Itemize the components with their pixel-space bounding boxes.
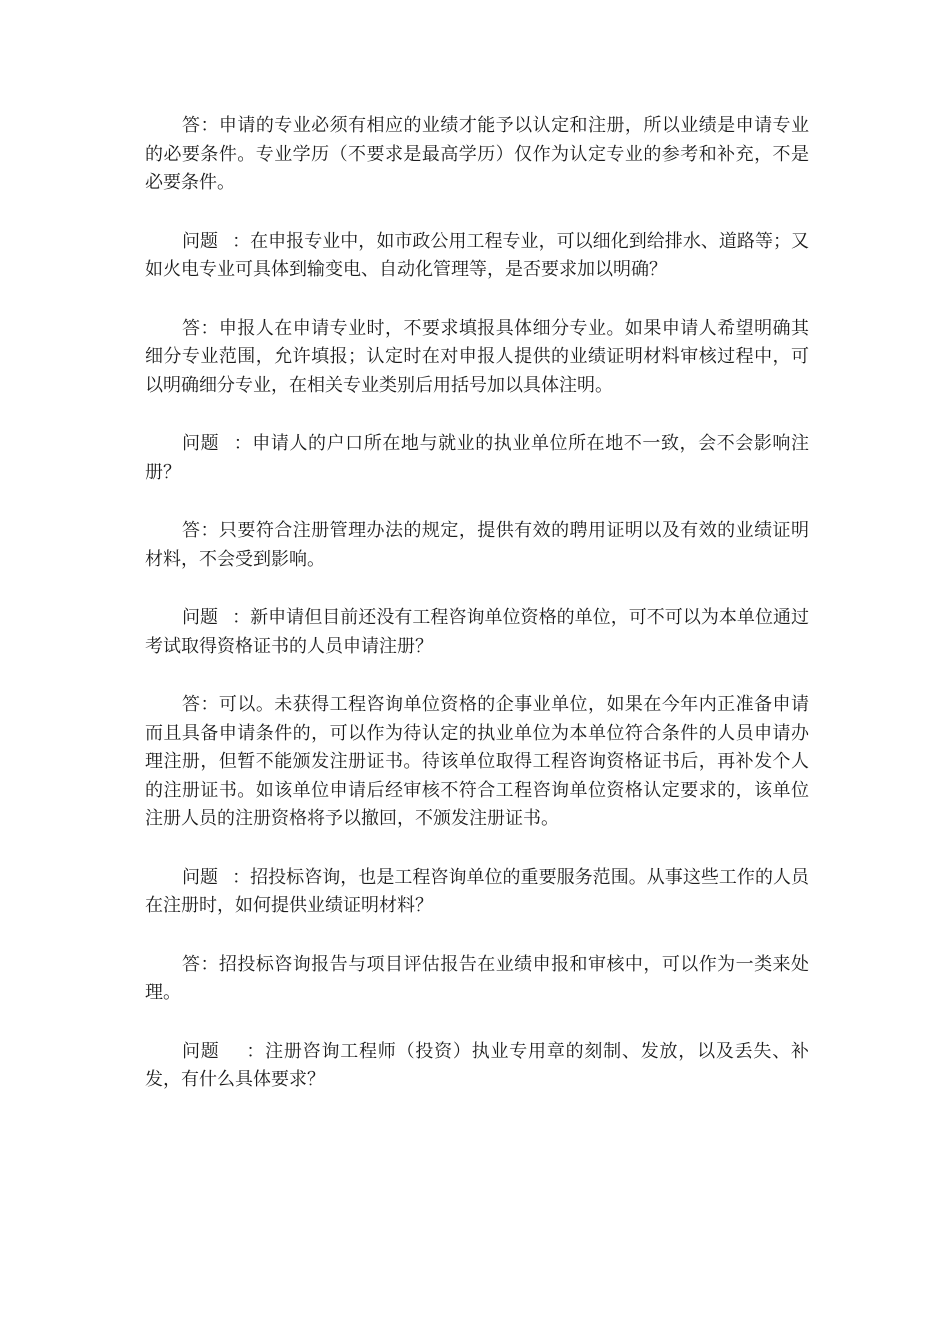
question-label: 问题 bbox=[182, 230, 219, 252]
answer-text: 答：只要符合注册管理办法的规定，提供有效的聘用证明以及有效的业绩证明材料，不会受到影响。 bbox=[145, 520, 809, 570]
question-paragraph-2 bbox=[145, 430, 809, 487]
question-paragraph-1 bbox=[145, 228, 809, 285]
answer-text: 答：申请的专业必须有相应的业绩才能予以认定和注册，所以业绩是申请专业的必要条件。专业学历（不要求是最高学历）仅作为认定专业的参考和补充，不是必要条件。 bbox=[145, 115, 809, 193]
answer-paragraph-4 bbox=[145, 691, 809, 834]
question-text: ：新申请但目前还没有工程咨询单位资格的单位，可不可以为本单位通过考试取得资格证书的人员申请注册？ bbox=[145, 607, 810, 657]
answer-text: 答：招投标咨询报告与项目评估报告在业绩申报和审核中，可以作为一类来处理。 bbox=[145, 953, 809, 1003]
answer-paragraph-3 bbox=[145, 517, 809, 574]
question-paragraph-5 bbox=[145, 1038, 809, 1095]
document-page bbox=[145, 112, 809, 1125]
answer-paragraph-2 bbox=[145, 315, 809, 401]
question-paragraph-3 bbox=[145, 604, 809, 661]
answer-paragraph-5 bbox=[145, 951, 809, 1008]
question-text: ：在申报专业中，如市政公用工程专业，可以细化到给排水、道路等；又如火电专业可具体到输变电、自动化管理等，是否要求加以明确？ bbox=[145, 230, 810, 280]
question-label: 问题 bbox=[182, 866, 219, 888]
question-label: 问题 bbox=[182, 607, 219, 628]
question-text: ：申请人的户口所在地与就业的执业单位所在地不一致，会不会影响注册？ bbox=[145, 433, 810, 483]
question-text: ：招投标咨询，也是工程咨询单位的重要服务范围。从事这些工作的人员在注册时，如何提供业绩证明材料？ bbox=[145, 866, 810, 916]
answer-paragraph-1 bbox=[145, 112, 809, 198]
answer-text: 答：可以。未获得工程咨询单位资格的企事业单位，如果在今年内正准备申请而且具备申请条件的，可以作为待认定的执业单位为本单位符合条件的人员申请办理注册，但暂不能颁发注册证书。待该单位取得工程咨询资格证书后，再补发个人的注册证书。如该单位申请后经审核不符合工程咨询单位资格认定要求的，该单位注册人员的注册资格将予以撤回，不颁发注册证书。 bbox=[145, 694, 809, 829]
answer-text: 答：申报人在申请专业时，不要求填报具体细分专业。如果申请人希望明确其细分专业范围，允许填报；认定时在对申报人提供的业绩证明材料审核过程中，可以明确细分专业，在相关专业类别后用括号加以具体注明。 bbox=[145, 317, 809, 396]
question-text: ：注册咨询工程师（投资）执业专用章的刻制、发放，以及丢失、补发，有什么具体要求？ bbox=[145, 1040, 809, 1090]
question-label: 问题 bbox=[182, 1040, 220, 1062]
question-label: 问题 bbox=[182, 433, 220, 454]
question-paragraph-4 bbox=[145, 864, 809, 921]
